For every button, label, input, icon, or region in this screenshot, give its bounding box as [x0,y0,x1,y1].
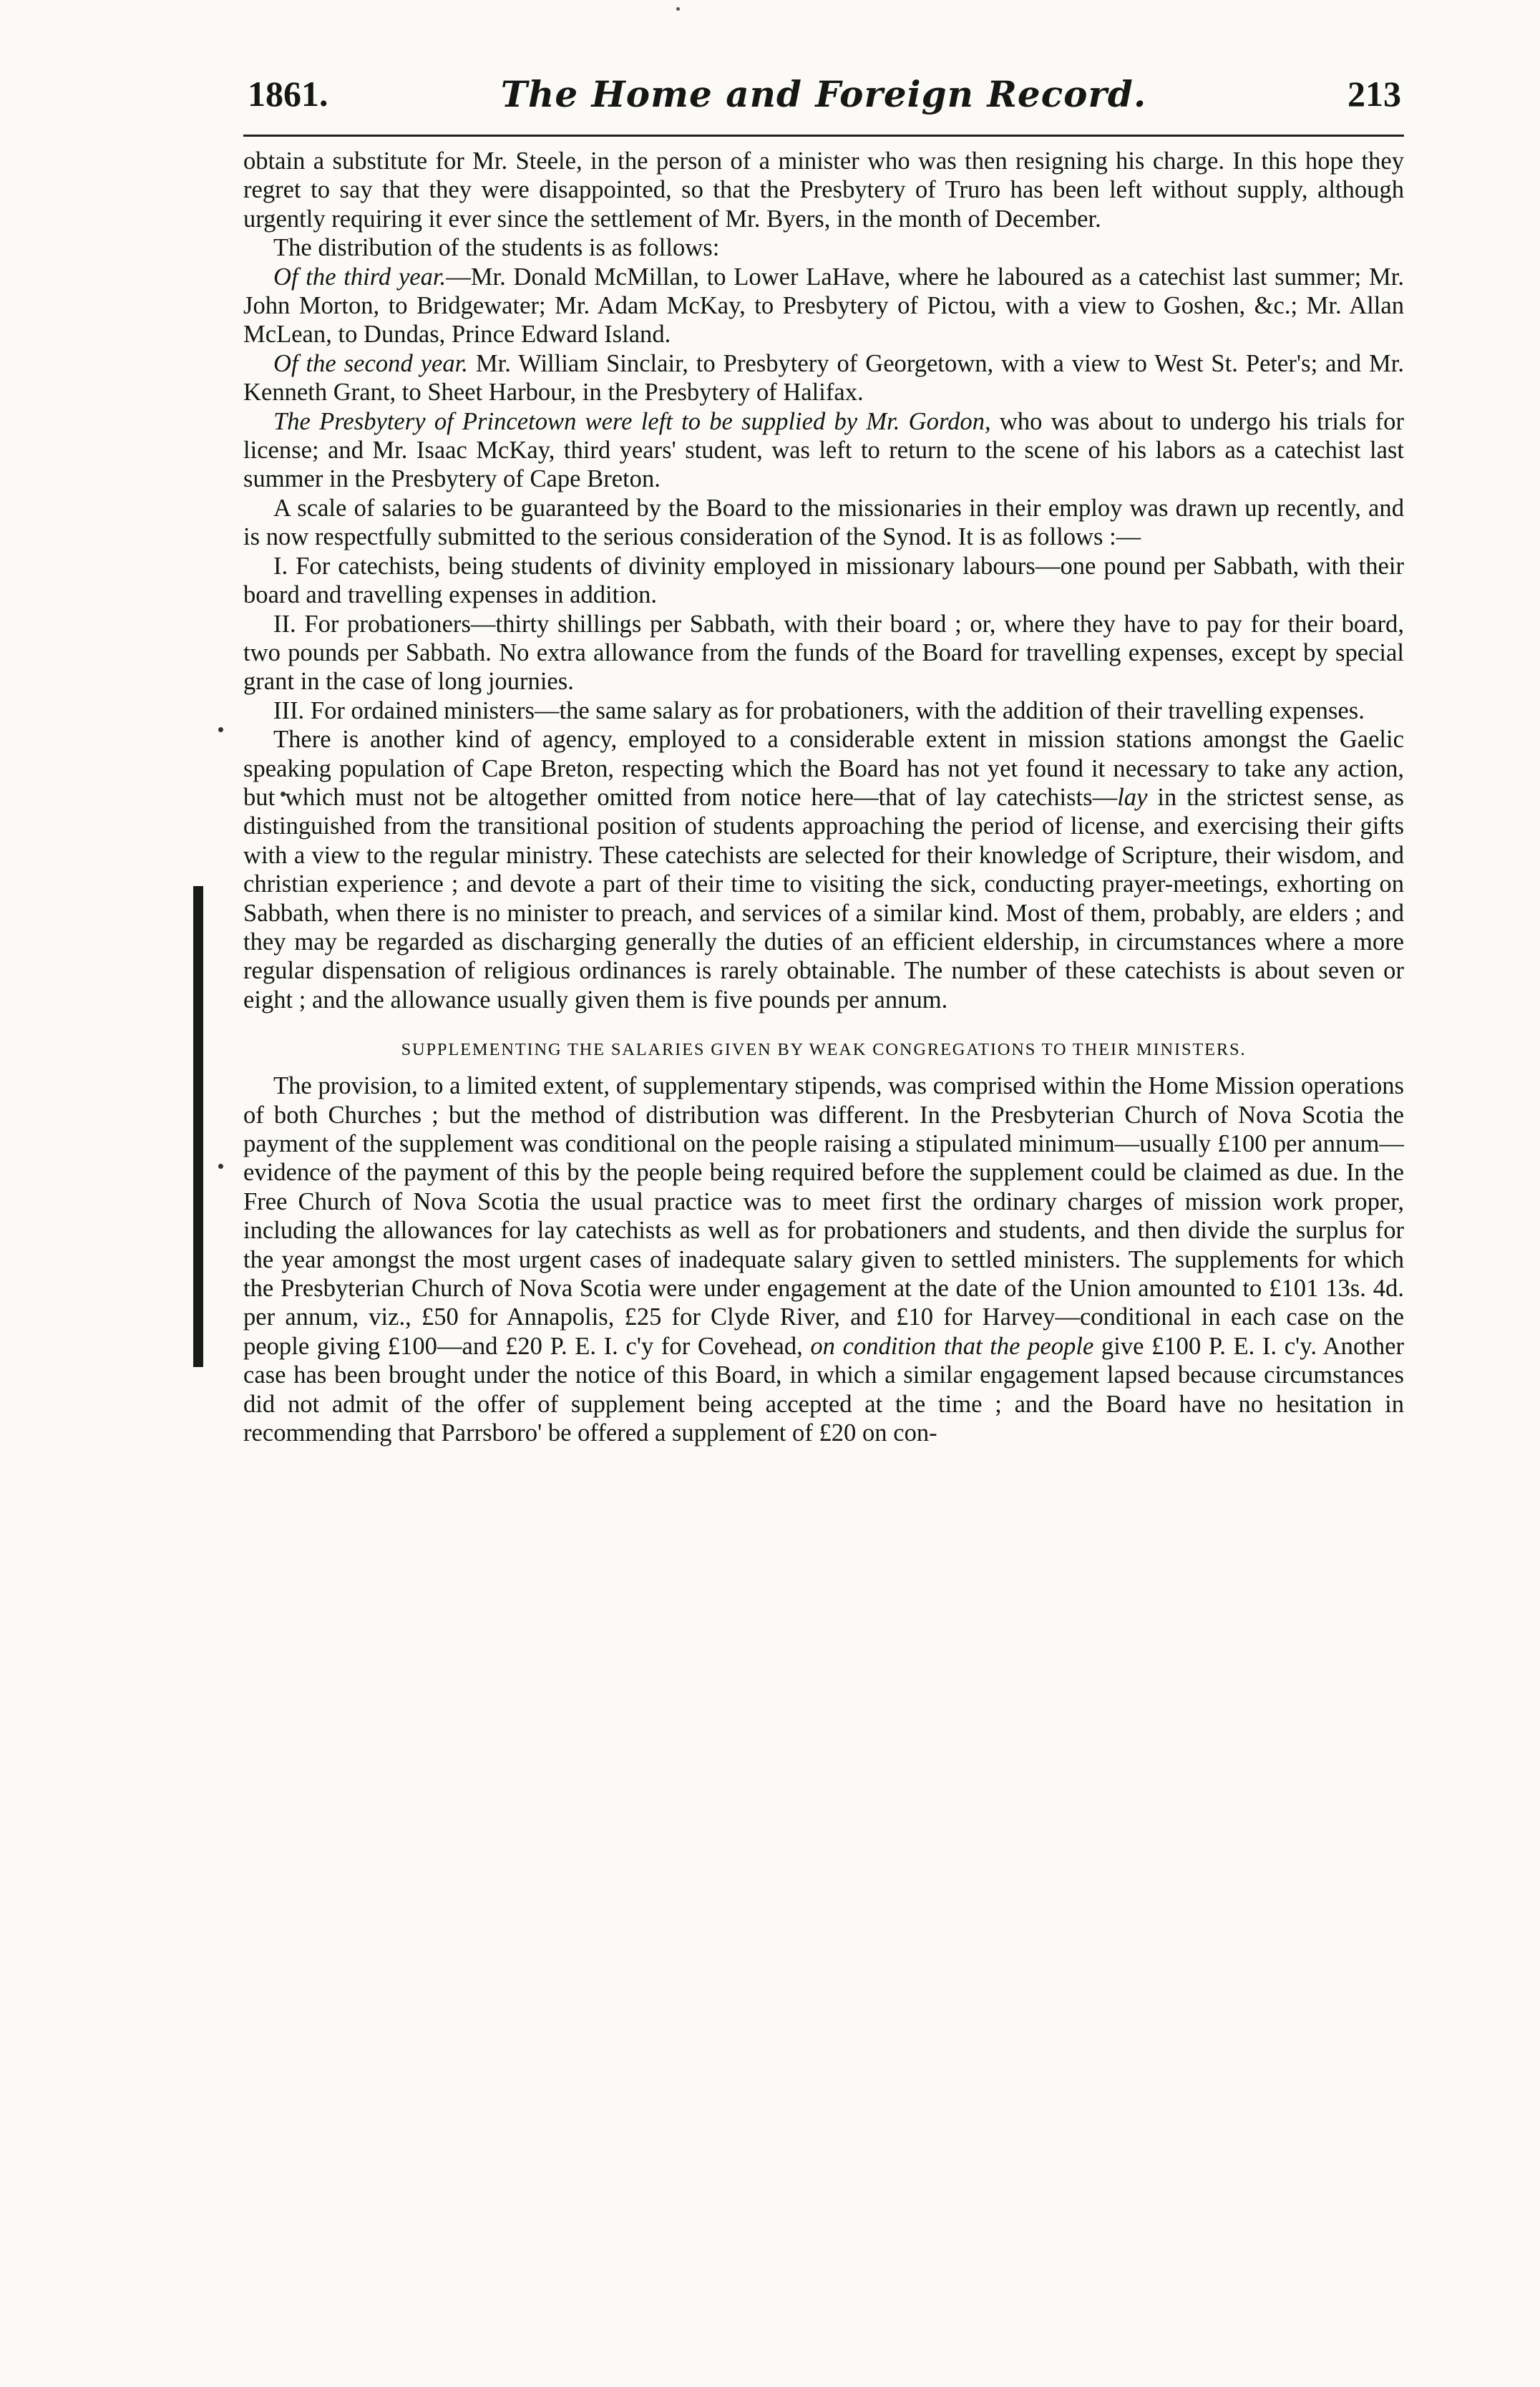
paragraph [243,1071,1404,1447]
paragraph [243,147,1404,233]
margin-rule [193,886,203,1367]
text-run: The provision, to a limited extent, of supplementary stipends, was comprised within the Home Mission operations of both Churches ; but the method of distribution was different. In the Presbyterian Church of Nova Scotia the payment of the supplement was conditional on the people raising a stipulated minimum—usually £100 per annum—evidence of the payment of this by the people being required before the supplement could be claimed as due. In the Free Church of Nova Scotia the usual practice was to meet first the ordinary charges of mission work proper, including the allowances for lay catechists as well as for probationers and students, and then divide the surplus for the year amongst the most urgent cases of inadequate salary given to settled ministers. The supplements for which the Presbyterian Church of Nova Scotia were under engagement at the date of the Union amounted to £101 13s. 4d. per annum, viz., £50 for Annapolis, £25 for Clyde River, and £10 for Harvey—conditional in each case on the people giving £100—and £20 P. E. I. c'y for Covehead, [243,1072,1404,1360]
paragraph [243,725,1404,1014]
paragraph [243,349,1404,407]
italic-run: Of the second year. [273,349,468,377]
page-number: 213 [1348,74,1401,114]
paragraph-group [243,147,1404,1014]
paragraph [243,263,1404,349]
article-body [243,147,1404,1447]
paragraph [243,233,1404,262]
margin-speck [218,1164,223,1169]
page-speck [676,7,680,11]
text-run: I. For catechists, being students of divinity employed in missionary labours—one pound per Sabbath, with their board and travelling expenses in addition. [243,552,1404,609]
text-run: obtain a substitute for Mr. Steele, in the person of a minister who was then resigning his charge. In this hope they regret to say that they were disappointed, so that the Presbytery of Truro has been left without supply, although urgently requiring it ever since the settlement of Mr. Byers, in the month of December. [243,147,1404,233]
text-run: III. For ordained ministers—the same salary as for probationers, with the addition of their travelling expenses. [273,696,1365,724]
text-run: Mr. William Sinclair, to Presbytery of Georgetown, with a view to West St. Peter's; and Mr. Kenneth Grant, to Sheet Harbour, in the Presbytery of Halifax. [243,349,1404,407]
running-header [243,66,1404,137]
header-year: 1861. [248,74,328,114]
paragraph [243,552,1404,610]
document-page [243,66,1404,1447]
margin-speck [218,727,223,732]
italic-run: lay [1117,783,1148,811]
paragraph [243,696,1404,725]
italic-run: The Presbytery of Princetown were left to be supplied by Mr. Gordon, [273,407,991,435]
text-run: —Mr. Donald McMillan, to Lower LaHave, where he laboured as a catechist last summer; Mr. John Morton, to Bridgewater; Mr. Adam McKay, to Presbytery of Pictou, with a view to Goshen, &c.; Mr. Allan McLean, to Dundas, Prince Edward Island. [243,263,1404,349]
text-run: There is another kind of agency, employed to a considerable extent in mission stations amongst the Gaelic speaking population of Cape Breton, respecting which the Board has not yet found it necessary to take any action, but which must not be altogether omitted from notice here—that of lay catechists— [243,726,1404,811]
paragraph [243,407,1404,494]
text-run: The distribution of the students is as follows: [273,234,720,262]
paragraph [243,610,1404,696]
italic-run: Of the third year. [273,263,447,291]
header-title: The Home and Foreign Record. [500,73,1147,115]
text-run: who was about to undergo his trials for license; and Mr. Isaac McKay, third years' student, was left to return to the scene of his labors as a catechist last summer in the Presbytery of Cape Breton. [243,407,1404,493]
text-run: in the strictest sense, as distinguished from the transitional position of students approaching the period of license, and exercising their gifts with a view to the regular ministry. These catechists are selected for their knowledge of Scripture, their wisdom, and christian experience ; and devote a part of their time to visiting the sick, conducting prayer-meetings, exhorting on Sabbath, when there is no minister to preach, and services of a similar kind. Most of them, probably, are elders ; and they may be regarded as discharging generally the duties of an efficient eldership, in circumstances where a more regular dispensation of religious ordinances is rarely obtainable. The number of these catechists is about seven or eight ; and the allowance usually given them is five pounds per annum. [243,783,1405,1013]
paragraph [243,494,1404,552]
text-run: A scale of salaries to be guaranteed by the Board to the missionaries in their employ was drawn up recently, and is now respectfully submitted to the serious consideration of the Synod. It is as follows :— [243,494,1404,551]
italic-run: on condition that the people [810,1332,1094,1360]
text-run: give £100 P. E. I. c'y. Another case has been brought under the notice of this Board, in which a similar engagement lapsed because circumstances did not admit of the offer of supplement being accepted at the time ; and the Board have no hesitation in recommending that Parrsboro' be offered a supplement of £20 on con- [243,1332,1404,1447]
paragraph-group [243,1071,1404,1447]
section-heading: SUPPLEMENTING THE SALARIES GIVEN BY WEAK CONGREGATIONS TO THEIR MINISTERS. [401,1040,1247,1060]
text-run: II. For probationers—thirty shillings per Sabbath, with their board ; or, where they have to pay for their board, two pounds per Sabbath. No extra allowance from the funds of the Board for travelling expenses, except by special grant in the case of long journies. [243,610,1404,696]
